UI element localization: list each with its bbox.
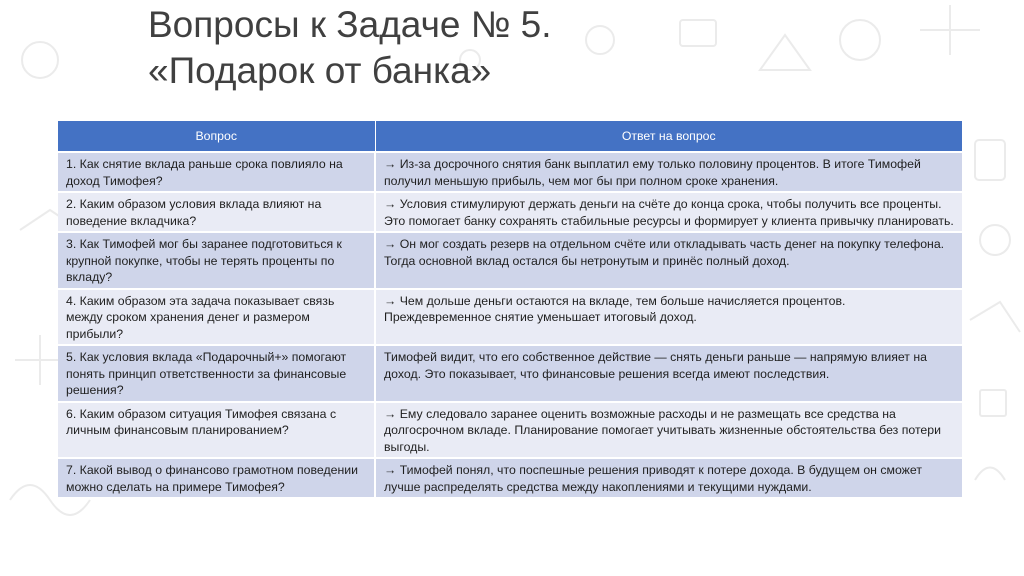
table-row [58, 192, 962, 232]
question-cell: 6. Каким образом ситуация Тимофея связана с личным финансовым планированием? [58, 402, 375, 459]
answer-cell: → Ему следовало заранее оценить возможные расходы и не размещать все средства на долгосрочном вкладе. Планирование помогает учитывать жизненные обстоятельства без потери выгоды. [375, 402, 962, 459]
table-row [58, 402, 962, 459]
slide-title [148, 2, 552, 94]
answer-cell: → Условия стимулируют держать деньги на счёте до конца срока, чтобы получить все проценты. Это помогает банку сохранять стабильные ресурсы и формирует у клиента привычку планировать. [375, 192, 962, 232]
slide-title-line-2: «Подарок от банка» [148, 50, 492, 91]
table-row [58, 345, 962, 402]
slide-title-line-1: Вопросы к Задаче № 5. [148, 4, 552, 45]
question-cell: 4. Каким образом эта задача показывает связь между сроком хранения денег и размером прибыли? [58, 289, 375, 346]
table-row [58, 152, 962, 192]
column-header-question: Вопрос [58, 121, 375, 152]
answer-cell: → Он мог создать резерв на отдельном счёте или откладывать часть денег на покупку телефона. Тогда основной вклад остался бы нетронутым и принёс полный доход. [375, 232, 962, 289]
answer-cell: → Тимофей понял, что поспешные решения приводят к потере дохода. В будущем он сможет лучше распределять средства между накоплениями и текущими нуждами. [375, 458, 962, 497]
table-row [58, 289, 962, 346]
answer-cell: → Из-за досрочного снятия банк выплатил ему только половину процентов. В итоге Тимофей получил меньшую прибыль, чем мог бы при полном сроке хранения. [375, 152, 962, 192]
table-row [58, 232, 962, 289]
answer-cell: Тимофей видит, что его собственное действие — снять деньги раньше — напрямую влияет на доход. Это показывает, что финансовые решения всегда имеют последствия. [375, 345, 962, 402]
table-header-row [58, 121, 962, 152]
question-cell: 3. Как Тимофей мог бы заранее подготовиться к крупной покупке, чтобы не терять проценты по вкладу? [58, 232, 375, 289]
answer-cell: → Чем дольше деньги остаются на вкладе, тем больше начисляется процентов. Преждевременное снятие уменьшает итоговый доход. [375, 289, 962, 346]
table-row [58, 458, 962, 497]
question-cell: 1. Как снятие вклада раньше срока повлияло на доход Тимофея? [58, 152, 375, 192]
question-cell: 7. Какой вывод о финансово грамотном поведении можно сделать на примере Тимофея? [58, 458, 375, 497]
column-header-answer: Ответ на вопрос [375, 121, 962, 152]
questions-table [58, 121, 962, 497]
question-cell: 2. Каким образом условия вклада влияют на поведение вкладчика? [58, 192, 375, 232]
question-cell: 5. Как условия вклада «Подарочный+» помогают понять принцип ответственности за финансовые решения? [58, 345, 375, 402]
